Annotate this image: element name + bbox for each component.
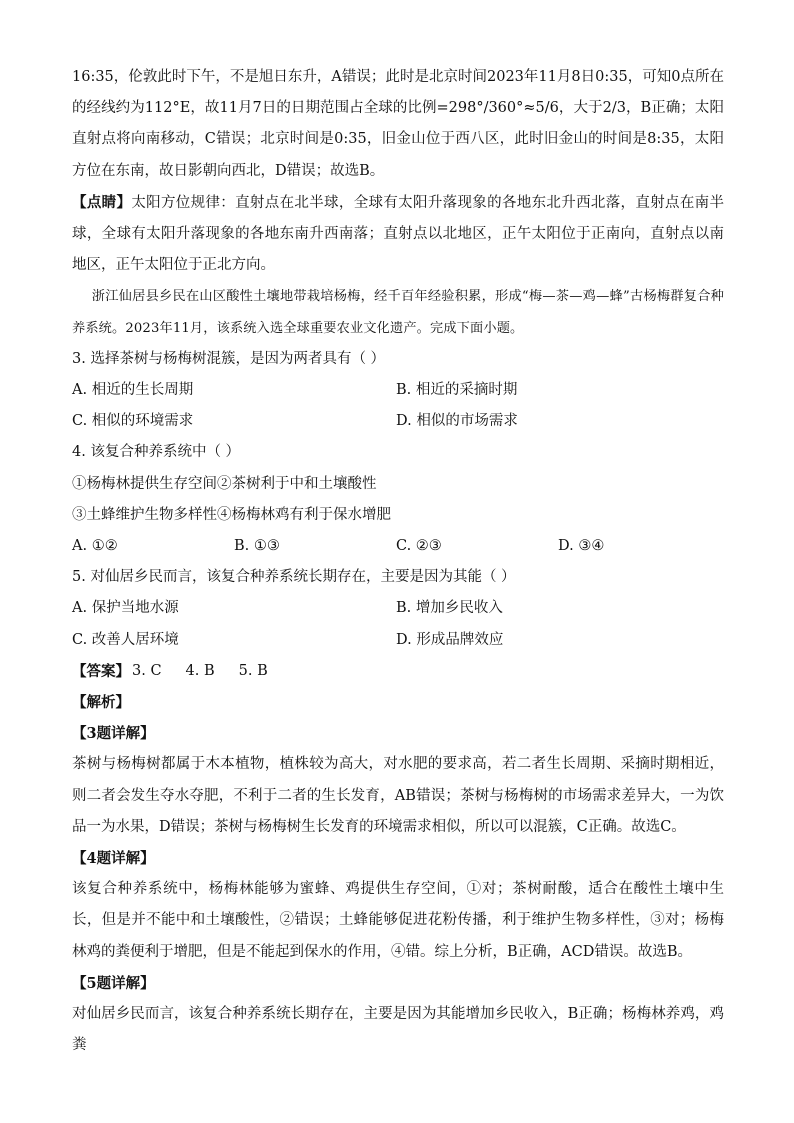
question-3-option-c[interactable]: C. 相似的环境需求: [72, 413, 194, 430]
previous-explanation: 16:35，伦敦此时下午，不是旭日东升，A错误；此时是北京时间2023年11月8日0:35，可知0点所在的经线约为112°E，故11月7日的日期范围占全球的比例=298°/360°≈5/6，大于2/3，B正确；太阳直射点将向南移动，C错误；北京时间是0:35，旧金山位于西八区，此时旧金山的时间是8:35，太阳方位在东南，故日影朝向西北，D错误；故选B。: [72, 69, 724, 179]
key-point-text: 太阳方位规律：直射点在北半球，全球有太阳升落现象的各地东北升西北落，直射点在南半球，全球有太阳升落现象的各地东南升西南落；直射点以北地区，正午太阳位于正南向，直射点以南地区，正午太阳位于正北方向。: [72, 194, 725, 274]
detail-4-heading: 【4题详解】: [72, 850, 155, 868]
question-5-option-d[interactable]: D. 形成品牌效应: [396, 631, 504, 648]
document-page: [72, 62, 724, 1062]
question-5-options-row-1: [72, 593, 724, 624]
question-4-option-a[interactable]: A. ①②: [72, 538, 118, 555]
reading-passage: 浙江仙居县乡民在山区酸性土壤地带栽培杨梅，经千百年经验积累，形成“梅—茶—鸡—蜂”古杨梅群复合种养系统。2023年11月，该系统入选全球重要农业文化遗产。完成下面小题。: [72, 289, 724, 336]
answer-item-5: 5. B: [238, 662, 268, 679]
question-4-statements-1: ①杨梅林提供生存空间②茶树利于中和土壤酸性: [72, 475, 377, 492]
detail-3-text: 茶树与杨梅树都属于木本植物，植株较为高大，对水肥的要求高，若二者生长周期、采摘时期相近，则二者会发生夺水夺肥，不利于二者的生长发育，AB错误；茶树与杨梅树的市场需求差异大，一为饮品一为水果，D错误；茶树与杨梅树生长发育的环境需求相似，所以可以混簇，C正确。故选C。: [72, 756, 724, 835]
question-3-option-a[interactable]: A. 相近的生长周期: [72, 382, 194, 399]
question-3-options-row-2: [72, 406, 724, 437]
answer-item-3: 3. C: [132, 662, 162, 679]
question-5-stem: 5. 对仙居乡民而言，该复合种养系统长期存在，主要是因为其能（ ）: [72, 569, 516, 586]
detail-3-heading: 【3题详解】: [72, 725, 155, 743]
question-4-option-c[interactable]: C. ②③: [396, 538, 442, 555]
question-3-option-d[interactable]: D. 相似的市场需求: [396, 413, 518, 430]
key-point-tag: 【点睛】: [72, 193, 132, 211]
question-4-option-d[interactable]: D. ③④: [558, 538, 605, 555]
detail-5-heading: 【5题详解】: [72, 974, 155, 992]
question-5-options-row-2: [72, 625, 724, 656]
answer-item-4: 4. B: [185, 662, 215, 679]
key-point-note: [72, 187, 724, 282]
analysis-tag: 【解析】: [72, 694, 130, 712]
detail-4-text: 该复合种养系统中，杨梅林能够为蜜蜂、鸡提供生存空间，①对；茶树耐酸，适合在酸性土壤中生长，但是并不能中和土壤酸性，②错误；土蜂能够促进花粉传播，利于维护生物多样性，③对；杨梅林鸡的粪便利于增肥，但是不能起到保水的作用，④错。综上分析，B正确，ACD错误。故选B。: [72, 881, 724, 960]
answer-tag: 【答案】: [72, 662, 130, 680]
question-4-option-b[interactable]: B. ①③: [234, 538, 280, 555]
question-4-statements-2: ③土蜂维护生物多样性④杨梅林鸡有利于保水增肥: [72, 506, 391, 523]
question-3-stem: 3. 选择茶树与杨梅树混簇，是因为两者具有（ ）: [72, 350, 386, 367]
question-3-options-row-1: [72, 375, 724, 406]
answer-row: [72, 656, 724, 687]
question-4-stem: 4. 该复合种养系统中（ ）: [72, 444, 241, 461]
question-4-options-row: [72, 531, 724, 562]
detail-5-text: 对仙居乡民而言，该复合种养系统长期存在，主要是因为其能增加乡民收入，B正确；杨梅林养鸡，鸡粪: [72, 1006, 724, 1054]
question-5-option-a[interactable]: A. 保护当地水源: [72, 600, 179, 617]
question-5-option-b[interactable]: B. 增加乡民收入: [396, 600, 503, 617]
question-5-option-c[interactable]: C. 改善人居环境: [72, 631, 179, 648]
question-3-option-b[interactable]: B. 相近的采摘时期: [396, 382, 518, 399]
